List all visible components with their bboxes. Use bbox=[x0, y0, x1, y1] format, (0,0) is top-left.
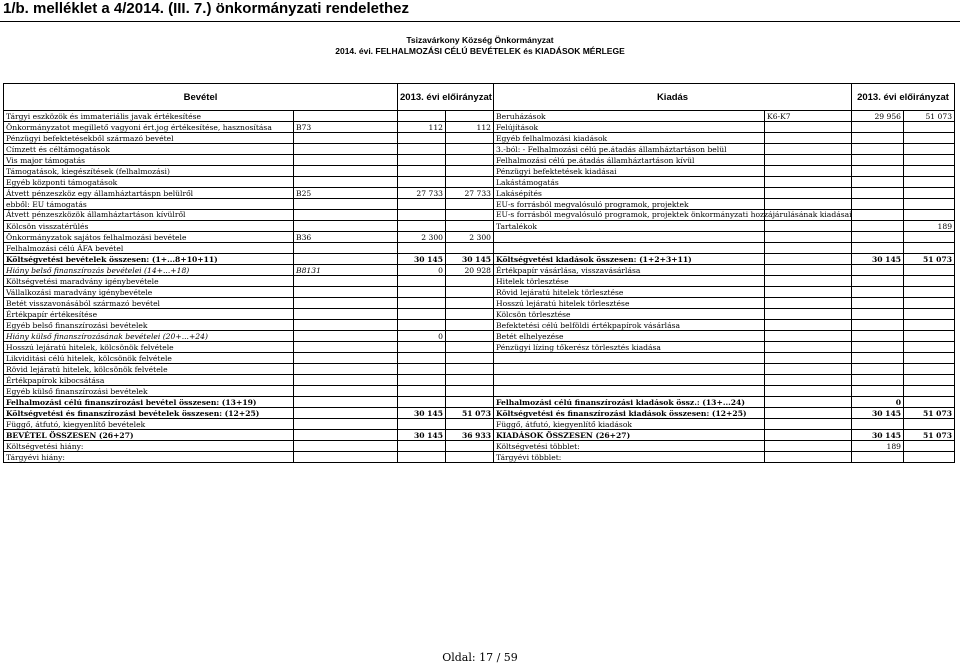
expense-plan-value: 30 145 bbox=[852, 408, 904, 419]
expense-code bbox=[765, 243, 852, 254]
table-row bbox=[4, 199, 955, 210]
table-row bbox=[4, 353, 955, 364]
expense-plan-value-2: 51 073 bbox=[904, 408, 955, 419]
expense-code bbox=[765, 430, 852, 441]
expense-plan-value bbox=[852, 419, 904, 430]
income-plan-value bbox=[398, 441, 446, 452]
table-row bbox=[4, 397, 955, 408]
expense-item: Kölcsön törlesztése bbox=[494, 309, 765, 320]
table-row bbox=[4, 430, 955, 441]
expense-plan-value-2 bbox=[904, 199, 955, 210]
expense-item: Beruházások bbox=[494, 111, 765, 122]
income-item: Vállalkozási maradvány igénybevétele bbox=[4, 287, 294, 298]
expense-plan-value bbox=[852, 298, 904, 309]
income-code bbox=[294, 243, 398, 254]
income-item: Hiány külső finanszírozásának bevételei (20+...+24) bbox=[4, 331, 294, 342]
income-plan-value: 30 145 bbox=[398, 430, 446, 441]
expense-plan-value-2 bbox=[904, 364, 955, 375]
expense-item: Költségvetési és finanszírozási kiadások összesen: (12+25) bbox=[494, 408, 765, 419]
expense-item: Tárgyévi többlet: bbox=[494, 452, 765, 463]
income-item: Költségvetési maradvány igénybevétele bbox=[4, 276, 294, 287]
income-plan-value: 0 bbox=[398, 265, 446, 276]
expense-item: Felújítások bbox=[494, 122, 765, 133]
table-row bbox=[4, 364, 955, 375]
expense-plan-value-2: 189 bbox=[904, 221, 955, 232]
expense-plan-value-2 bbox=[904, 177, 955, 188]
expense-code bbox=[765, 452, 852, 463]
expense-plan-value bbox=[852, 287, 904, 298]
income-item: ebből: EU támogatás bbox=[4, 199, 294, 210]
expense-item: EU-s forrásból megvalósuló programok, projektek bbox=[494, 199, 765, 210]
income-item: Költségvetési bevételek összesen: (1+...8+10+11) bbox=[4, 254, 294, 265]
expense-plan-value: 29 956 bbox=[852, 111, 904, 122]
income-plan-value-2: 36 933 bbox=[446, 430, 494, 441]
income-code: B8131 bbox=[294, 265, 398, 276]
income-code bbox=[294, 166, 398, 177]
expense-code bbox=[765, 199, 852, 210]
income-plan-value-2 bbox=[446, 309, 494, 320]
income-item: Likviditási célú hitelek, kölcsönök felvétele bbox=[4, 353, 294, 364]
expense-item: Befektetési célú belföldi értékpapírok vásárlása bbox=[494, 320, 765, 331]
expense-code bbox=[765, 287, 852, 298]
expense-item: Értékpapír vásárlása, visszavásárlása bbox=[494, 265, 765, 276]
income-plan-value bbox=[398, 375, 446, 386]
expense-plan-value bbox=[852, 364, 904, 375]
income-plan-value-2: 20 928 bbox=[446, 265, 494, 276]
expense-code bbox=[765, 441, 852, 452]
income-plan-value bbox=[398, 353, 446, 364]
expense-plan-value-2 bbox=[904, 133, 955, 144]
income-plan-value bbox=[398, 452, 446, 463]
table-row bbox=[4, 265, 955, 276]
expense-plan-value bbox=[852, 133, 904, 144]
income-code bbox=[294, 408, 398, 419]
expense-item: Hosszú lejáratú hitelek törlesztése bbox=[494, 298, 765, 309]
income-item: Hosszú lejáratú hitelek, kölcsönök felvétele bbox=[4, 342, 294, 353]
income-code bbox=[294, 254, 398, 265]
income-item: Önkormányzatot megillető vagyoni ért.jog értékesítése, hasznosítása bbox=[4, 122, 294, 133]
table-header-row bbox=[4, 84, 955, 111]
expense-plan-value-2 bbox=[904, 320, 955, 331]
income-item: Egyéb belső finanszírozási bevételek bbox=[4, 320, 294, 331]
table-row bbox=[4, 144, 955, 155]
income-plan-value-2 bbox=[446, 452, 494, 463]
expense-plan-value bbox=[852, 386, 904, 397]
expense-plan-value bbox=[852, 232, 904, 243]
income-plan-value bbox=[398, 166, 446, 177]
expense-item: Pénzügyi lízing tőkerész törlesztés kiadása bbox=[494, 342, 765, 353]
expense-item bbox=[494, 232, 765, 243]
expense-code bbox=[765, 342, 852, 353]
expense-code bbox=[765, 133, 852, 144]
expense-item: Lakásépítés bbox=[494, 188, 765, 199]
income-code bbox=[294, 430, 398, 441]
income-plan-value-2 bbox=[446, 243, 494, 254]
income-item: BEVÉTEL ÖSSZESEN (26+27) bbox=[4, 430, 294, 441]
income-plan-value-2 bbox=[446, 221, 494, 232]
budget-balance-table bbox=[3, 83, 955, 463]
table-row bbox=[4, 243, 955, 254]
income-code bbox=[294, 298, 398, 309]
expense-code bbox=[765, 265, 852, 276]
income-plan-value bbox=[398, 155, 446, 166]
expense-plan-value-2 bbox=[904, 331, 955, 342]
income-code bbox=[294, 331, 398, 342]
expense-plan-value: 30 145 bbox=[852, 430, 904, 441]
income-item: Költségvetési hiány: bbox=[4, 441, 294, 452]
expense-plan-value-2 bbox=[904, 419, 955, 430]
expense-code bbox=[765, 364, 852, 375]
income-code bbox=[294, 199, 398, 210]
income-plan-value bbox=[398, 320, 446, 331]
expense-code bbox=[765, 298, 852, 309]
expense-plan-value: 189 bbox=[852, 441, 904, 452]
table-row bbox=[4, 254, 955, 265]
expense-plan-value bbox=[852, 155, 904, 166]
income-item: Hiány belső finanszírozás bevételei (14+...+18) bbox=[4, 265, 294, 276]
expense-plan-value bbox=[852, 122, 904, 133]
expense-code bbox=[765, 397, 852, 408]
expense-code bbox=[765, 177, 852, 188]
income-code bbox=[294, 155, 398, 166]
income-item: Felhalmozási célú finanszírozási bevétel összesen: (13+19) bbox=[4, 397, 294, 408]
income-plan-value-2 bbox=[446, 342, 494, 353]
expense-code bbox=[765, 122, 852, 133]
income-plan-value: 27 733 bbox=[398, 188, 446, 199]
expense-item: Egyéb felhalmozási kiadások bbox=[494, 133, 765, 144]
income-item: Címzett és céltámogatások bbox=[4, 144, 294, 155]
table-row bbox=[4, 122, 955, 133]
table-row bbox=[4, 210, 955, 221]
expense-item: Rövid lejáratú hitelek törlesztése bbox=[494, 287, 765, 298]
income-code bbox=[294, 276, 398, 287]
income-plan-value-2: 2 300 bbox=[446, 232, 494, 243]
expense-item bbox=[494, 353, 765, 364]
income-code bbox=[294, 221, 398, 232]
expense-item bbox=[494, 386, 765, 397]
expense-plan-value-2: 51 073 bbox=[904, 111, 955, 122]
table-body bbox=[4, 111, 955, 463]
table-subtitle: 2014. évi. FELHALMOZÁSI CÉLÚ BEVÉTELEK és KIADÁSOK MÉRLEGE bbox=[335, 46, 625, 56]
expense-code bbox=[765, 221, 852, 232]
table-row bbox=[4, 331, 955, 342]
table-row bbox=[4, 166, 955, 177]
income-code bbox=[294, 144, 398, 155]
table-row bbox=[4, 188, 955, 199]
income-code bbox=[294, 210, 398, 221]
table-row bbox=[4, 287, 955, 298]
income-code bbox=[294, 441, 398, 452]
table-row bbox=[4, 441, 955, 452]
expense-item: Költségvetési kiadások összesen: (1+2+3+11) bbox=[494, 254, 765, 265]
expense-code bbox=[765, 254, 852, 265]
expense-code bbox=[765, 309, 852, 320]
expense-item: Hitelek törlesztése bbox=[494, 276, 765, 287]
expense-plan-value: 30 145 bbox=[852, 254, 904, 265]
municipality-heading: Tsizavárkony Község Önkormányzat bbox=[406, 35, 554, 45]
expense-item: 3.-ból: - Felhalmozási célú pe.átadás államháztartáson belül bbox=[494, 144, 765, 155]
income-item: Egyéb külső finanszírozási bevételek bbox=[4, 386, 294, 397]
expense-plan-value-2 bbox=[904, 122, 955, 133]
income-code bbox=[294, 133, 398, 144]
expense-plan-value-2 bbox=[904, 166, 955, 177]
income-code bbox=[294, 452, 398, 463]
income-item: Költségvetési és finanszírozási bevételek összesen: (12+25) bbox=[4, 408, 294, 419]
income-plan-value bbox=[398, 199, 446, 210]
table-row bbox=[4, 221, 955, 232]
income-item: Támogatások, kiegészítések (felhalmozási) bbox=[4, 166, 294, 177]
document-title: 1/b. melléklet a 4/2014. (III. 7.) önkormányzati rendelethez bbox=[3, 0, 409, 17]
table-row bbox=[4, 342, 955, 353]
expense-item bbox=[494, 375, 765, 386]
income-plan-value bbox=[398, 276, 446, 287]
expense-plan-value bbox=[852, 320, 904, 331]
income-plan-value-2 bbox=[446, 375, 494, 386]
income-code bbox=[294, 419, 398, 430]
income-plan-value bbox=[398, 144, 446, 155]
expense-plan-value bbox=[852, 166, 904, 177]
income-plan-value: 0 bbox=[398, 331, 446, 342]
income-plan-value bbox=[398, 342, 446, 353]
income-code bbox=[294, 320, 398, 331]
expense-code bbox=[765, 232, 852, 243]
expense-item: EU-s forrásból megvalósuló programok, projektek önkormányzati hozzájárulásának kiadásai bbox=[494, 210, 765, 221]
expense-item: Betét elhelyezése bbox=[494, 331, 765, 342]
expense-plan-value-2 bbox=[904, 210, 955, 221]
expense-code bbox=[765, 331, 852, 342]
income-plan-value-2 bbox=[446, 331, 494, 342]
expense-plan-value bbox=[852, 221, 904, 232]
title-divider bbox=[0, 21, 960, 22]
expense-plan-value bbox=[852, 210, 904, 221]
income-item: Rövid lejáratú hitelek, kölcsönök felvétele bbox=[4, 364, 294, 375]
income-code: B73 bbox=[294, 122, 398, 133]
expense-code bbox=[765, 276, 852, 287]
expense-item bbox=[494, 243, 765, 254]
expense-plan-value: 0 bbox=[852, 397, 904, 408]
expense-plan-value-2 bbox=[904, 309, 955, 320]
expense-plan-value bbox=[852, 452, 904, 463]
expense-plan-value-2: 51 073 bbox=[904, 254, 955, 265]
income-item: Értékpapír értékesítése bbox=[4, 309, 294, 320]
expense-item: Felhalmozási célú pe.átadás államháztartáson kívül bbox=[494, 155, 765, 166]
expense-plan-value bbox=[852, 199, 904, 210]
expense-plan-value bbox=[852, 353, 904, 364]
expense-plan-value bbox=[852, 188, 904, 199]
expense-plan-value-2 bbox=[904, 386, 955, 397]
income-item: Önkormányzatok sajátos felhalmozási bevétele bbox=[4, 232, 294, 243]
table-row bbox=[4, 386, 955, 397]
expense-plan-value-2 bbox=[904, 452, 955, 463]
income-item: Tárgyi eszközök és immateriális javak értékesítése bbox=[4, 111, 294, 122]
expense-plan-value-2 bbox=[904, 287, 955, 298]
expense-plan-value-2 bbox=[904, 188, 955, 199]
expense-plan-value-2 bbox=[904, 144, 955, 155]
expense-code bbox=[765, 166, 852, 177]
table-row bbox=[4, 155, 955, 166]
income-item: Értékpapírok kibocsátása bbox=[4, 375, 294, 386]
expense-plan-value-2 bbox=[904, 155, 955, 166]
income-plan-value-2: 112 bbox=[446, 122, 494, 133]
expense-item: Függő, átfutó, kiegyenlítő kiadások bbox=[494, 419, 765, 430]
income-item: Kölcsön visszatérülés bbox=[4, 221, 294, 232]
expense-plan-value-2 bbox=[904, 232, 955, 243]
table-row bbox=[4, 133, 955, 144]
income-code bbox=[294, 386, 398, 397]
income-plan-value-2: 51 073 bbox=[446, 408, 494, 419]
expense-code: K6-K7 bbox=[765, 111, 852, 122]
income-plan-value-2 bbox=[446, 166, 494, 177]
income-plan-value-2 bbox=[446, 199, 494, 210]
expense-plan-value-2 bbox=[904, 298, 955, 309]
income-plan-value bbox=[398, 177, 446, 188]
income-code bbox=[294, 364, 398, 375]
income-plan-value-2: 30 145 bbox=[446, 254, 494, 265]
income-plan-value-2 bbox=[446, 397, 494, 408]
table-row bbox=[4, 375, 955, 386]
income-item: Függő, átfutó, kiegyenlítő bevételek bbox=[4, 419, 294, 430]
income-code bbox=[294, 353, 398, 364]
income-item: Betét visszavonásából származó bevétel bbox=[4, 298, 294, 309]
table-row bbox=[4, 298, 955, 309]
table-row bbox=[4, 309, 955, 320]
header-expense: Kiadás bbox=[494, 84, 852, 111]
income-plan-value-2 bbox=[446, 419, 494, 430]
header-expense-plan: 2013. évi előirányzat bbox=[852, 84, 955, 111]
expense-item: Költségvetési többlet: bbox=[494, 441, 765, 452]
expense-plan-value bbox=[852, 331, 904, 342]
income-plan-value bbox=[398, 111, 446, 122]
expense-plan-value bbox=[852, 375, 904, 386]
table-row bbox=[4, 111, 955, 122]
expense-plan-value-2 bbox=[904, 276, 955, 287]
page-number: Oldal: 17 / 59 bbox=[442, 651, 518, 664]
income-code bbox=[294, 309, 398, 320]
income-plan-value-2 bbox=[446, 298, 494, 309]
income-plan-value bbox=[398, 364, 446, 375]
table-row bbox=[4, 232, 955, 243]
header-income-plan: 2013. évi előirányzat bbox=[398, 84, 494, 111]
income-code bbox=[294, 397, 398, 408]
income-code: B36 bbox=[294, 232, 398, 243]
expense-code bbox=[765, 408, 852, 419]
table-row bbox=[4, 452, 955, 463]
expense-plan-value-2 bbox=[904, 265, 955, 276]
income-plan-value bbox=[398, 298, 446, 309]
expense-item: Lakástámogatás bbox=[494, 177, 765, 188]
expense-code bbox=[765, 320, 852, 331]
income-plan-value-2 bbox=[446, 386, 494, 397]
table-row bbox=[4, 177, 955, 188]
income-plan-value: 30 145 bbox=[398, 254, 446, 265]
income-item: Felhalmozási célú ÁFA bevétel bbox=[4, 243, 294, 254]
income-plan-value-2: 27 733 bbox=[446, 188, 494, 199]
expense-plan-value bbox=[852, 342, 904, 353]
income-plan-value-2 bbox=[446, 144, 494, 155]
table-row bbox=[4, 276, 955, 287]
income-code bbox=[294, 342, 398, 353]
expense-plan-value-2 bbox=[904, 342, 955, 353]
income-plan-value bbox=[398, 419, 446, 430]
expense-item: Pénzügyi befektetések kiadásai bbox=[494, 166, 765, 177]
income-code bbox=[294, 375, 398, 386]
header-income: Bevétel bbox=[4, 84, 398, 111]
income-plan-value-2 bbox=[446, 133, 494, 144]
expense-plan-value-2 bbox=[904, 353, 955, 364]
income-plan-value bbox=[398, 221, 446, 232]
expense-code bbox=[765, 155, 852, 166]
expense-code bbox=[765, 188, 852, 199]
expense-plan-value bbox=[852, 276, 904, 287]
expense-plan-value-2 bbox=[904, 243, 955, 254]
income-plan-value: 112 bbox=[398, 122, 446, 133]
income-code bbox=[294, 287, 398, 298]
expense-item: Felhalmozási célú finanszírozási kiadások össz.: (13+...24) bbox=[494, 397, 765, 408]
income-item: Tárgyévi hiány: bbox=[4, 452, 294, 463]
income-code bbox=[294, 111, 398, 122]
table-row bbox=[4, 419, 955, 430]
expense-plan-value bbox=[852, 243, 904, 254]
expense-plan-value-2 bbox=[904, 375, 955, 386]
expense-item bbox=[494, 364, 765, 375]
income-plan-value: 30 145 bbox=[398, 408, 446, 419]
income-plan-value bbox=[398, 397, 446, 408]
expense-item: KIADÁSOK ÖSSZESEN (26+27) bbox=[494, 430, 765, 441]
income-plan-value: 2 300 bbox=[398, 232, 446, 243]
table-row bbox=[4, 320, 955, 331]
expense-plan-value-2 bbox=[904, 441, 955, 452]
expense-plan-value bbox=[852, 309, 904, 320]
expense-plan-value-2: 51 073 bbox=[904, 430, 955, 441]
income-item: Egyéb központi támogatások bbox=[4, 177, 294, 188]
income-plan-value-2 bbox=[446, 353, 494, 364]
expense-plan-value-2 bbox=[904, 397, 955, 408]
expense-plan-value bbox=[852, 144, 904, 155]
income-plan-value bbox=[398, 243, 446, 254]
income-item: Vis major támogatás bbox=[4, 155, 294, 166]
income-code: B25 bbox=[294, 188, 398, 199]
income-plan-value bbox=[398, 386, 446, 397]
income-plan-value-2 bbox=[446, 210, 494, 221]
income-item: Átvett pénzeszköz egy államháztartáspn belülről bbox=[4, 188, 294, 199]
income-plan-value-2 bbox=[446, 364, 494, 375]
expense-plan-value bbox=[852, 265, 904, 276]
income-item: Pénzügyi befektetésekből származó bevétel bbox=[4, 133, 294, 144]
expense-code bbox=[765, 419, 852, 430]
income-plan-value-2 bbox=[446, 320, 494, 331]
table-row bbox=[4, 408, 955, 419]
expense-code bbox=[765, 386, 852, 397]
expense-code bbox=[765, 353, 852, 364]
income-code bbox=[294, 177, 398, 188]
income-plan-value bbox=[398, 309, 446, 320]
income-plan-value-2 bbox=[446, 276, 494, 287]
income-plan-value bbox=[398, 210, 446, 221]
income-plan-value bbox=[398, 287, 446, 298]
income-plan-value-2 bbox=[446, 441, 494, 452]
income-plan-value bbox=[398, 133, 446, 144]
expense-code bbox=[765, 375, 852, 386]
income-plan-value-2 bbox=[446, 287, 494, 298]
expense-code bbox=[765, 144, 852, 155]
income-plan-value-2 bbox=[446, 155, 494, 166]
expense-plan-value bbox=[852, 177, 904, 188]
income-plan-value-2 bbox=[446, 177, 494, 188]
income-item: Átvett pénzeszközök államháztartáson kívülről bbox=[4, 210, 294, 221]
expense-item: Tartalékok bbox=[494, 221, 765, 232]
income-plan-value-2 bbox=[446, 111, 494, 122]
